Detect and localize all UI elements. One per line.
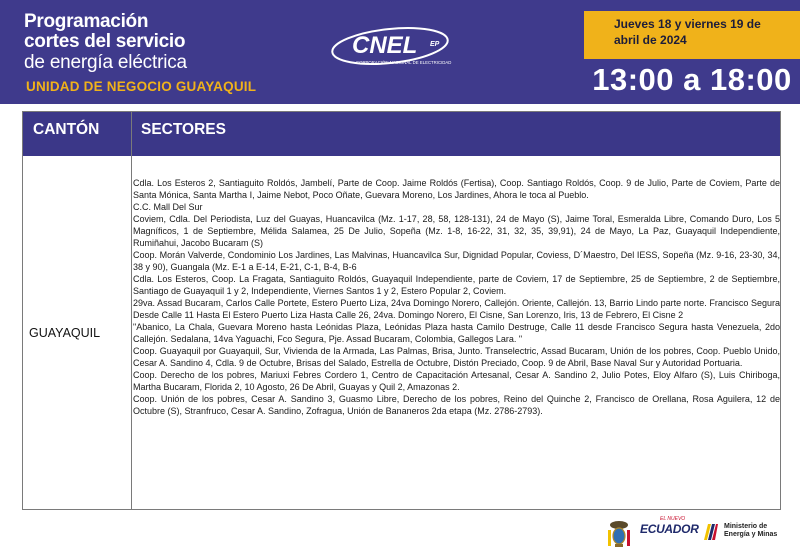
footer-logos <box>600 518 800 552</box>
sector-entry: "Abanico, La Chala, Guevara Moreno hasta Leónidas Plaza, Leónidas Plaza hasta Camilo Destruge, Calle 11 desde Francisco Segura hasta Venezuela, 2do Callejón. Sedalana, 14va Yaguachi, Fco Segura, Pje. Assad Bucaram, Colombia, Gallegos Lara. " <box>133 322 780 344</box>
ministry-line-1: Ministerio de <box>724 523 768 530</box>
column-header-canton: CANTÓN <box>33 121 100 138</box>
ecuador-tagline: EL NUEVO <box>660 516 686 522</box>
sector-entry: Coviem, Cdla. Del Periodista, Luz del Guayas, Huancavilca (Mz. 1-17, 28, 58, 128-131), 24 de Mayo (S), Jaime Toral, Esmeralda Libre, Comando Duro, Los 5 Magníficos, 1 de Septiembre, Mélida Salamea, 25 De Julio, Sopeña (Mz. 1-8, 16-22, 31, 32, 35, 39,91), 24 de Mayo, La Paz, Guayaquil Independiente, Rumiñahui, Jacobo Bucaram (S) <box>133 214 780 248</box>
date-line-1: Jueves 18 y viernes 19 de <box>614 17 761 31</box>
sector-entry: C.C. Mall Del Sur <box>133 202 203 212</box>
logo-text: CNEL <box>352 32 418 59</box>
business-unit-label: UNIDAD DE NEGOCIO GUAYAQUIL <box>26 79 257 94</box>
column-divider <box>131 156 132 509</box>
column-header-sectores: SECTORES <box>141 121 226 138</box>
logo-ep: EP <box>430 41 440 48</box>
header-divider <box>131 112 132 156</box>
ecuador-coat-of-arms-icon <box>604 518 634 550</box>
logo-subtitle: CORPORACIÓN NACIONAL DE ELECTRICIDAD <box>356 60 452 65</box>
sector-entry: Coop. Morán Valverde, Condominio Los Jardines, Las Malvinas, Huancavilca Sur, Dignidad Popular, Coviess, D´Maestro, Del IESS, Sopeña (Mz. 9-16, 23-30, 34, 38 y 90), Guangala (Mz. E-1 a E-14, E-21, C-1, B-4, B-6 <box>133 250 780 272</box>
title-line-3: de energía eléctrica <box>24 52 187 73</box>
sectors-cell <box>133 178 780 418</box>
sector-entry: Cdla. Los Esteros 2, Santiaguito Roldós, Jambelí, Parte de Coop. Jaime Roldós (Fertisa), Coop. Santiago Roldós, Coop. 9 de Julio, Parte de Coviem, Parte de Santa Mónica, Santa Martha I, Jaime Nebot, Poco Oñate, Guevara Moreno, Los Jardines, Ahora le toca al Pueblo. <box>133 178 780 200</box>
cnel-logo <box>330 24 470 72</box>
sector-entry: Coop. Unión de los pobres, Cesar A. Sandino 3, Guasmo Libre, Derecho de los pobres, Reino del Quinche 2, Francisco de Orellana, Rosa Aguilera, 12 de Octubre (S), Stranfruco, Cesar A. Sandino, Zofragua, Unión de Bananeros 2da etapa (Mz. 2786-2793). <box>133 394 780 416</box>
sector-entry: Coop. Derecho de los pobres, Mariuxi Febres Cordero 1, Centro de Capacitación Artesanal, Cesar A. Sandino 2, Julio Potes, Eloy Alfaro (S), Luis Chiriboga, Martha Bucaram, Florida 2, 10 Agosto, 26 De Abril, Guayas y Quil 2, Amazonas 2. <box>133 370 780 392</box>
time-range: 13:00 a 18:00 <box>592 62 792 97</box>
sector-entry: Coop. Guayaquil por Guayaquil, Sur, Vivienda de la Armada, Las Palmas, Brisa, Junto. Transelectric, Assad Bucaram, Unión de los pobres, Coop. Pueblo Unido, Cesar A. Sandino 4, Cdla. 9 de Octubre, Brisas del Salado, Estrella de Octubre, Distón Preciado, Coop. 9 de Abril, Base Naval Sur y Autoridad Portuaria. <box>133 346 780 368</box>
date-line-2: abril de 2024 <box>614 33 687 47</box>
ministry-name <box>724 523 777 539</box>
canton-cell: GUAYAQUIL <box>29 326 101 340</box>
header-banner <box>0 0 800 104</box>
page-title <box>24 12 187 73</box>
ecuador-logo-text: ECUADOR <box>640 522 699 536</box>
sector-entry: 29va. Assad Bucaram, Carlos Calle Portete, Estero Puerto Liza, 24va Domingo Norero, Callejón. Oriente, Callejón. 13, Barrio Lindo parte norte. Francisco Segura Desde Calle 11 Hasta El Estero Puerto Liza Hasta Calle 26, 24va. Domingo Norero, El Cisne, San Lorenzo, Iris, 13 de Febrero, El Cisne 2 <box>133 298 780 320</box>
title-line-2: cortes del servicio <box>24 31 186 52</box>
sector-entry: Cdla. Los Esteros, Coop. La Fragata, Santiaguito Roldós, Guayaquil Independiente, parte de Coviem, 17 de Septiembre, 25 de Septiembre, 2 de Septiembre, Santiago de Guayaquil 1 y 2, Independiente, Viernes Santos 1 y 2, Estero Popular 2, Coviem. <box>133 274 780 296</box>
table-header <box>23 112 780 156</box>
title-line-1: Programación <box>24 11 149 32</box>
ministry-line-2: Energía y Minas <box>724 531 778 538</box>
ecuador-stripes-icon <box>704 524 718 540</box>
date-box <box>584 11 800 59</box>
outage-table <box>22 111 781 510</box>
